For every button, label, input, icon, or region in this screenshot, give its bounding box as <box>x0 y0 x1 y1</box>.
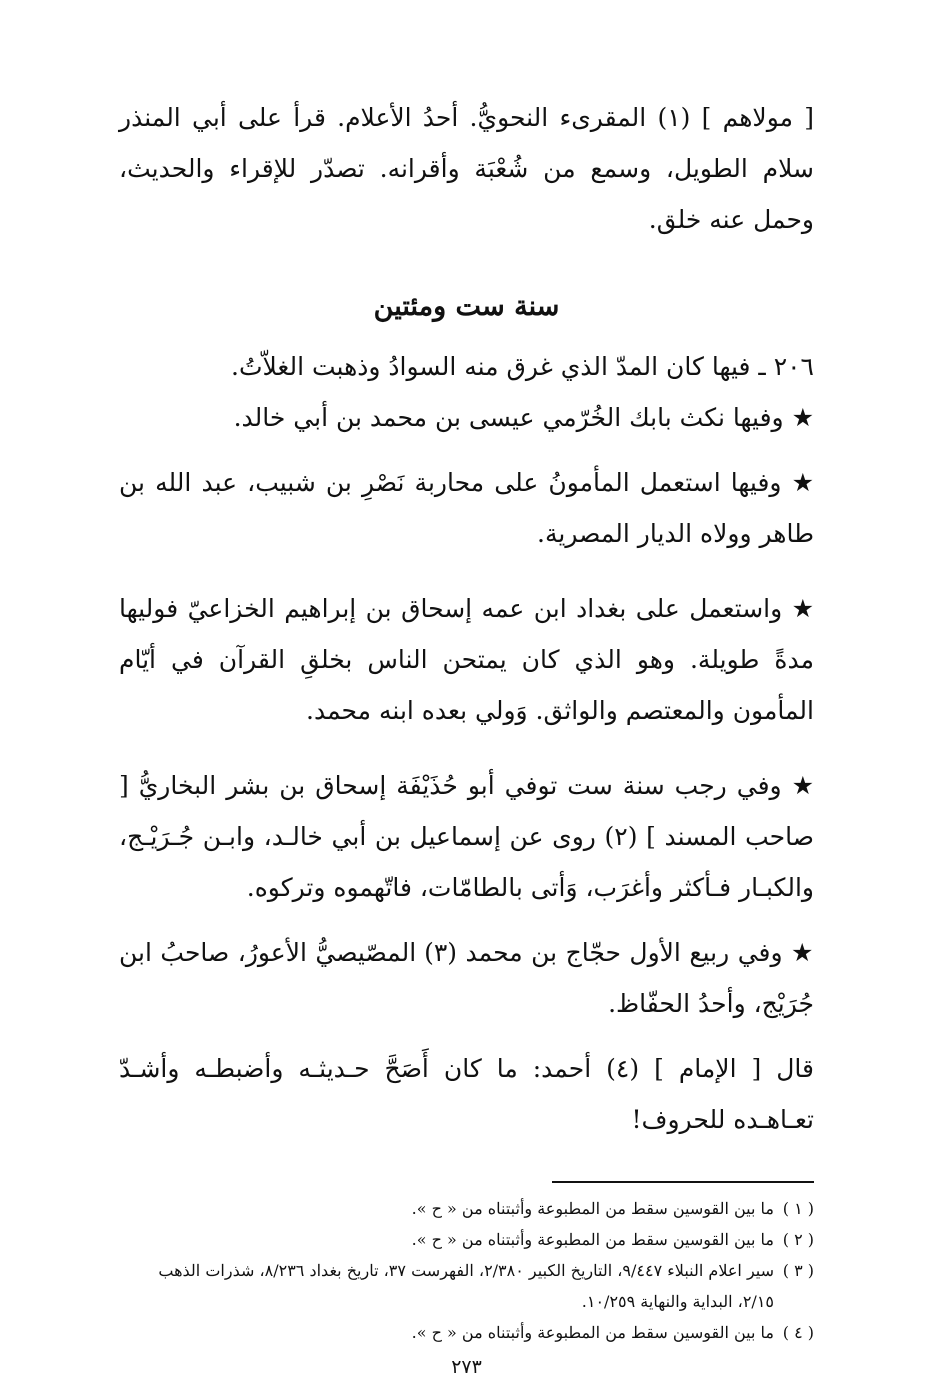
paragraph-5: ★ وفي رجب سنة ست توفي أبو حُذَيْفَة إسحاق بن بشر البخاريُّ [ صاحب المسند ] (٢) روى عن إسماعيل بن أبي خالـد، وابـن جُـرَيْـج، والكبـار فـأكثر وأغرَب، وَأتى بالطامّات، فاتّهموه وتركوه. <box>119 771 814 902</box>
footnote-4 <box>119 1317 814 1348</box>
footnote-text: ما بين القوسين سقط من المطبوعة وأثبتناه من « ح ». <box>411 1199 774 1218</box>
footnote-divider <box>552 1181 814 1183</box>
footnote-text: ما بين القوسين سقط من المطبوعة وأثبتناه من « ح ». <box>411 1230 774 1249</box>
footnote-number: ( ١ ) <box>782 1199 814 1218</box>
paragraph-7: قال [ الإمام ] (٤) أحمد: ما كان أَصَحَّ حـديثـه وأضبطـه وأشـدّ تعـاهـده للحروف! <box>119 1054 814 1134</box>
footnote-number: ( ٣ ) <box>782 1261 814 1280</box>
footnote-text: سير اعلام النبلاء ٩/٤٤٧، التاريخ الكبير ٢/٣٨٠، الفهرست ٣٧، تاريخ بغداد ٨/٢٣٦، شذرات الذهب ٢/١٥، البداية والنهاية ١٠/٢٥٩. <box>158 1261 774 1311</box>
paragraph-4: ★ واستعمل على بغداد ابن عمه إسحاق بن إبراهيم الخزاعيّ فوليها مدةً طويلة. وهو الذي كان يمتحن الناس بخلقِ القرآن في أيّام المأمون والمعتصم والواثق. وَولي بعده ابنه محمد. <box>119 594 814 725</box>
footnote-2 <box>119 1224 814 1255</box>
paragraph-6: ★ وفي ربيع الأول حجّاج بن محمد (٣) المصّيصيُّ الأعورُ، صاحبُ ابن جُرَيْج، وأحدُ الحفّاظ. <box>119 938 814 1018</box>
paragraph-2: ★ وفيها نكث بابك الخُرّمي عيسى بن محمد بن أبي خالد. <box>233 403 814 432</box>
page-body <box>119 92 814 1378</box>
footnotes <box>119 1193 814 1348</box>
section-heading: سنة ست ومئتين <box>373 291 560 322</box>
paragraph-1: ٢٠٦ ـ فيها كان المدّ الذي غرق منه السوادُ وذهبت الغلاّتُ. <box>231 352 814 381</box>
page-number: ٢٧٣ <box>451 1356 482 1378</box>
footnote-number: ( ٤ ) <box>782 1323 814 1342</box>
footnote-number: ( ٢ ) <box>782 1230 814 1249</box>
footnote-1 <box>119 1193 814 1224</box>
footnote-3 <box>119 1255 814 1317</box>
footnote-text: ما بين القوسين سقط من المطبوعة وأثبتناه من « ح ». <box>411 1323 774 1342</box>
intro-paragraph: [ مولاهم ] (١) المقرىء النحويُّ. أحدُ الأعلام. قرأ على أبي المنذر سلام الطويل، وسمع من شُعْبَة وأقرانه. تصدّر للإقراء والحديث، وحمل عنه خلق. <box>119 103 814 234</box>
paragraph-3: ★ وفيها استعمل المأمونُ على محاربة نَصْرِ بن شبيب، عبد الله بن طاهر وولاه الديار المصرية. <box>119 468 814 548</box>
